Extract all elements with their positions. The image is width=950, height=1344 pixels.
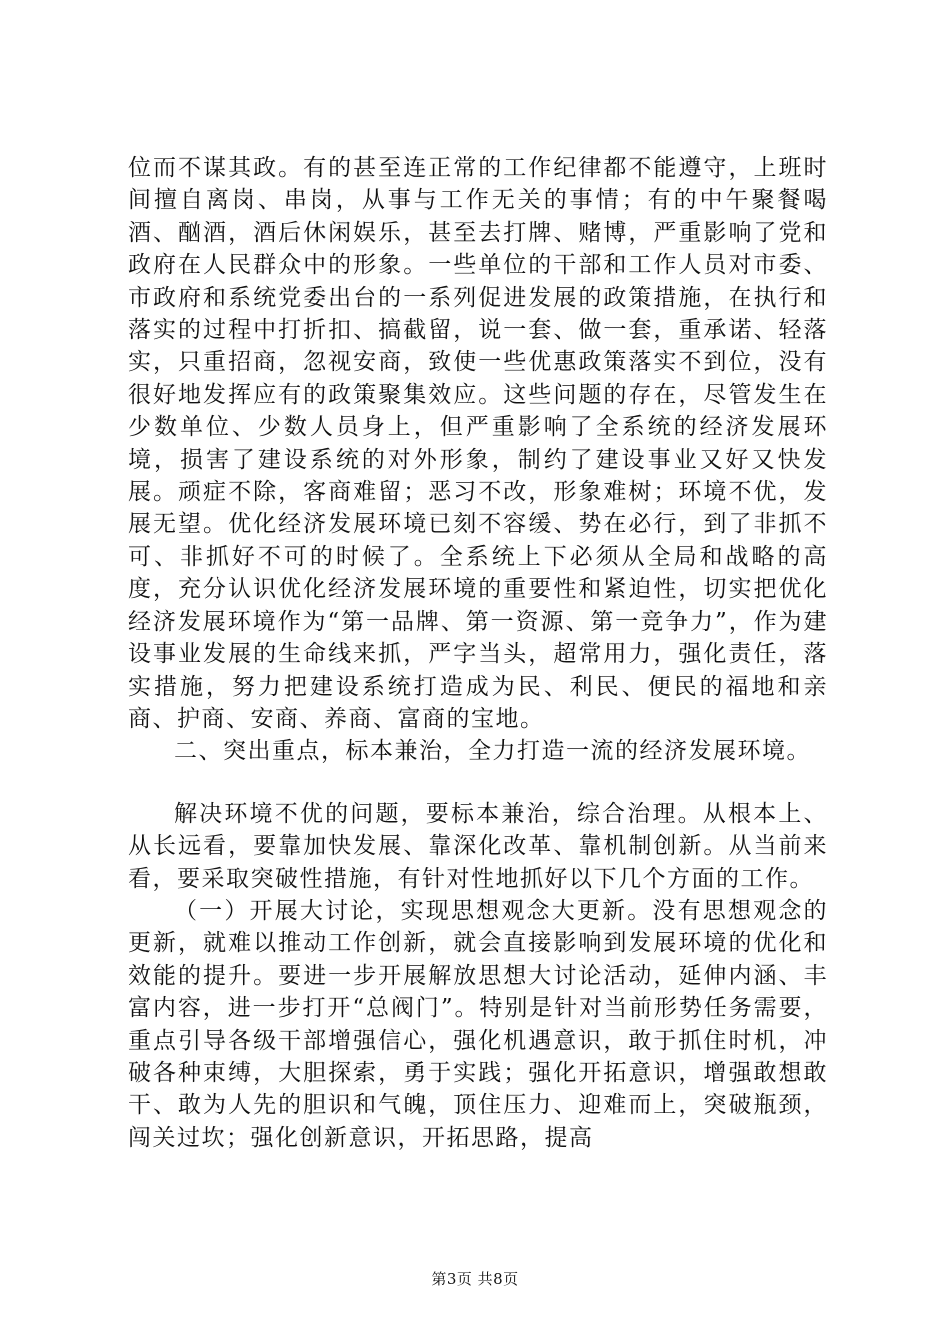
section-heading: 二、突出重点，标本兼治，全力打造一流的经济发展环境。 bbox=[174, 738, 811, 765]
paragraph: （一）开展大讨论，实现思想观念大更新。没有思想观念的更新，就难以推动工作创新，就会直接影响到发展环境的优化和效能的提升。要进一步开展解放思想大讨论活动，延伸内涵、丰富内容，进一步打开“总阀门”。特别是针对当前形势任务需要，重点引导各级干部增强信心，强化机遇意识，敢于抓住时机，冲破各种束缚，大胆探索，勇于实践；强化开拓意识，增强敢想敢干、敢为人先的胆识和气魄，顶住压力、迎难而上，突破瓶颈，闯关过坎；强化创新意识，开拓思路，提高 bbox=[128, 897, 828, 1151]
page-number-footer: 第3页 共8页 bbox=[431, 1270, 519, 1288]
paragraph-continuation: 位而不谋其政。有的甚至连正常的工作纪律都不能遵守，上班时间擅自离岗、串岗，从事与工作无关的事情；有的中午聚餐喝酒、酗酒，酒后休闲娱乐，甚至去打牌、赌博，严重影响了党和政府在人民群众中的形象。一些单位的干部和工作人员对市委、市政府和系统党委出台的一系列促进发展的政策措施，在执行和落实的过程中打折扣、搞截留，说一套、做一套，重承诺、轻落实，只重招商，忽视安商，致使一些优惠政策落实不到位，没有很好地发挥应有的政策聚集效应。这些问题的存在，尽管发生在少数单位、少数人员身上，但严重影响了全系统的经济发展环境，损害了建设系统的对外形象，制约了建设事业又好又快发展。顽症不除，客商难留；恶习不改，形象难树；环境不优，发展无望。优化经济发展环境已刻不容缓、势在必行，到了非抓不可、非抓好不可的时候了。全系统上下必须从全局和战略的高度，充分认识优化经济发展环境的重要性和紧迫性，切实把优化经济发展环境作为“第一品牌、第一资源、第一竞争力”，作为建设事业发展的生命线来抓，严字当头，超常用力，强化责任，落实措施，努力把建设系统打造成为民、利民、便民的福地和亲商、护商、安商、养商、富商的宝地。 bbox=[128, 155, 828, 732]
document-body bbox=[128, 152, 828, 1154]
paragraph: 解决环境不优的问题，要标本兼治，综合治理。从根本上、从长远看，要靠加快发展、靠深化改革、靠机制创新。从当前来看，要采取突破性措施，有针对性地抓好以下几个方面的工作。 bbox=[128, 800, 828, 892]
